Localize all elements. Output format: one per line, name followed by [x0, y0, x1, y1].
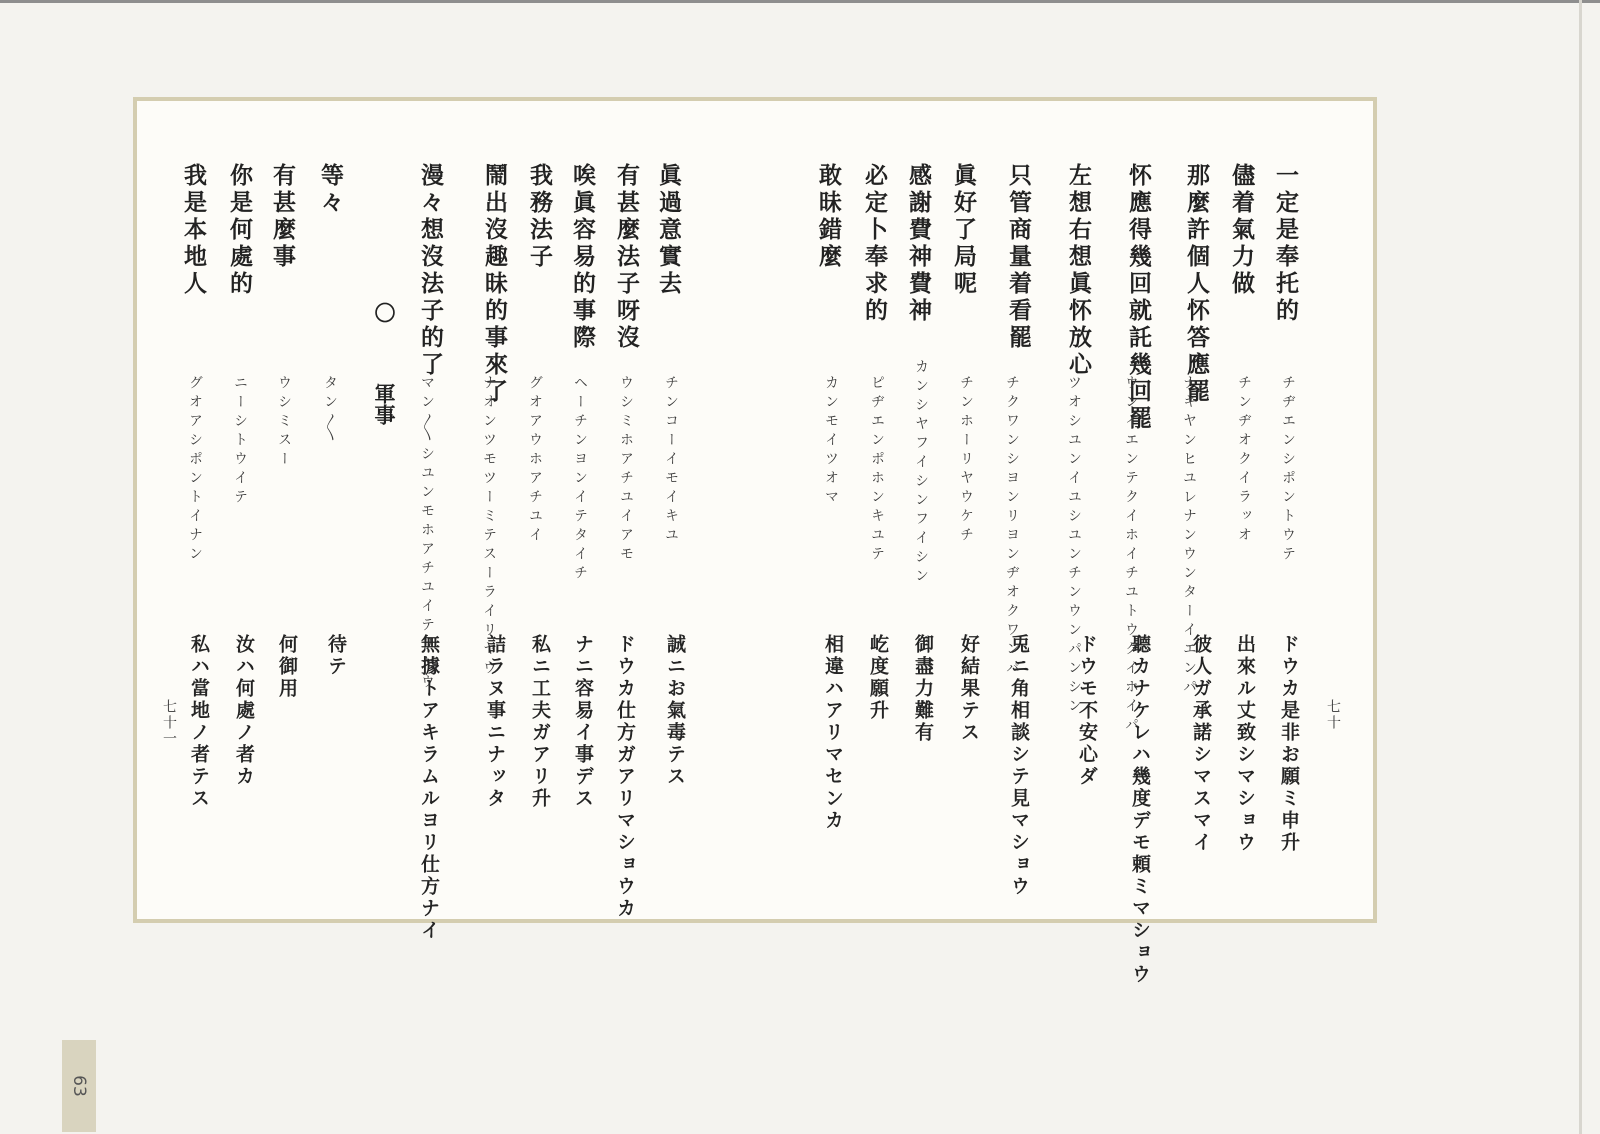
japanese-line-20: 私ハ當地ノ者テス	[188, 634, 210, 810]
page-number-tab-label: 63	[68, 1075, 89, 1097]
japanese-line-16: 無據トアキラムルヨリ仕方ナイ	[418, 634, 440, 942]
chinese-line-16: 漫々想沒法子的了	[417, 163, 444, 379]
chinese-line-11: 眞過意實去	[655, 163, 682, 298]
chinese-line-8: 感謝費神費神	[905, 163, 932, 325]
chinese-line-6: 只管商量着看罷	[1005, 163, 1032, 352]
chinese-line-13: 唉眞容易的事際	[569, 163, 596, 352]
chinese-line-1: 一定是奉托的	[1272, 163, 1299, 325]
chinese-line-9: 必定卜奉求的	[861, 163, 888, 325]
reading-line-4: ウンイエンテクイホイチユトウクイホイパ	[1123, 375, 1139, 736]
japanese-line-5: ドウモ不安心ダ	[1076, 634, 1098, 788]
chinese-line-19: 你是何處的	[226, 163, 253, 298]
reading-line-13: ヘーチンヨンイテタイチ	[572, 375, 588, 584]
reading-line-17: タン〳〵	[322, 375, 338, 446]
japanese-line-12: ドウカ仕方ガアリマショウカ	[614, 634, 636, 920]
reading-line-16: マン〳〵シユンモホアチユイテリヤウ	[419, 375, 435, 693]
reading-line-3: ナキヤンヒユレナンウンターイエンパ	[1181, 375, 1197, 698]
reading-line-9: ピヂエンポホンキユテ	[869, 375, 885, 565]
chinese-line-12: 有甚麼法子呀沒	[613, 163, 640, 352]
reading-line-8: カンシヤフイシンフイシン	[913, 359, 929, 587]
japanese-line-3: 彼人ガ承諾シマスマイ	[1190, 634, 1212, 854]
japanese-line-8: 御盡力難有	[912, 634, 934, 744]
reading-line-2: チンヂオクイラッオ	[1236, 375, 1252, 546]
chinese-line-14: 我務法子	[526, 163, 553, 271]
page-number-right: 七十	[1325, 699, 1341, 731]
japanese-line-1: ドウカ是非お願ミ申升	[1278, 634, 1300, 854]
japanese-line-18: 何御用	[276, 634, 298, 700]
printed-page-plate	[133, 97, 1377, 986]
japanese-line-11: 誠ニお氣毒テス	[664, 634, 686, 788]
reading-line-5: ツオシユンイユシユンチンウンパンシン	[1066, 375, 1082, 717]
page-number-tab	[62, 1040, 96, 1132]
japanese-line-19: 汝ハ何處ノ者カ	[233, 634, 255, 788]
chinese-line-10: 敢昧錯麼	[815, 163, 842, 271]
chinese-line-3: 那麼許個人怀答應罷	[1183, 163, 1210, 406]
reading-line-12: ウシミホアチユイアモ	[618, 375, 634, 565]
reading-line-11: チンコーイモイキユ	[663, 375, 679, 546]
reading-line-7: チンホーリヤウケチ	[958, 375, 974, 546]
page-edge	[1579, 0, 1582, 1134]
japanese-line-2: 出來ル丈致シマショウ	[1234, 634, 1256, 854]
reading-line-1: チヂエンシポントウテ	[1280, 375, 1296, 565]
page-number-left: 七十一	[161, 699, 177, 747]
reading-line-19: ニーシトウイテ	[232, 375, 248, 508]
chinese-line-15: 鬧出沒趣昧的事來了	[481, 163, 508, 406]
reading-line-14: グオアウホアチユイ	[527, 375, 543, 546]
section-mark: 〇	[372, 302, 397, 323]
chinese-line-17: 等々	[317, 163, 344, 217]
japanese-line-13: ナニ容易イ事デス	[572, 634, 594, 810]
chinese-line-5: 左想右想眞怀放心	[1065, 163, 1092, 379]
japanese-line-7: 好結果テス	[958, 634, 980, 744]
section-title: 軍事	[372, 383, 397, 425]
reading-line-20: グオアシポントイナン	[187, 375, 203, 565]
section-heading	[369, 302, 399, 425]
top-rule	[0, 0, 1600, 3]
japanese-line-6: 兎ニ角相談シテ見マショウ	[1008, 634, 1030, 898]
japanese-line-15: 詰ラヌ事ニナッタ	[484, 634, 506, 810]
chinese-line-18: 有甚麼事	[269, 163, 296, 271]
chinese-line-2: 儘着氣力做	[1228, 163, 1255, 298]
japanese-line-4: 聽カナケレハ幾度デモ頼ミマショウ	[1129, 634, 1151, 986]
japanese-line-9: 屹度願升	[867, 634, 889, 722]
reading-line-18: ウシミスー	[276, 375, 292, 470]
chinese-line-4: 怀應得幾回就託幾回罷	[1125, 163, 1152, 433]
chinese-line-20: 我是本地人	[180, 163, 207, 298]
chinese-line-7: 眞好了局呢	[950, 163, 977, 298]
reading-line-15: ナオンツモツーミテスーライリヤウ	[481, 375, 497, 679]
japanese-line-14: 私ニ工夫ガアリ升	[529, 634, 551, 810]
japanese-line-17: 待テ	[325, 634, 347, 678]
reading-line-6: チクワンシヨンリヨンヂオクワンパ	[1004, 375, 1020, 679]
reading-line-10: カンモイツオマ	[823, 375, 839, 508]
japanese-line-10: 相違ハアリマセンカ	[822, 634, 844, 832]
